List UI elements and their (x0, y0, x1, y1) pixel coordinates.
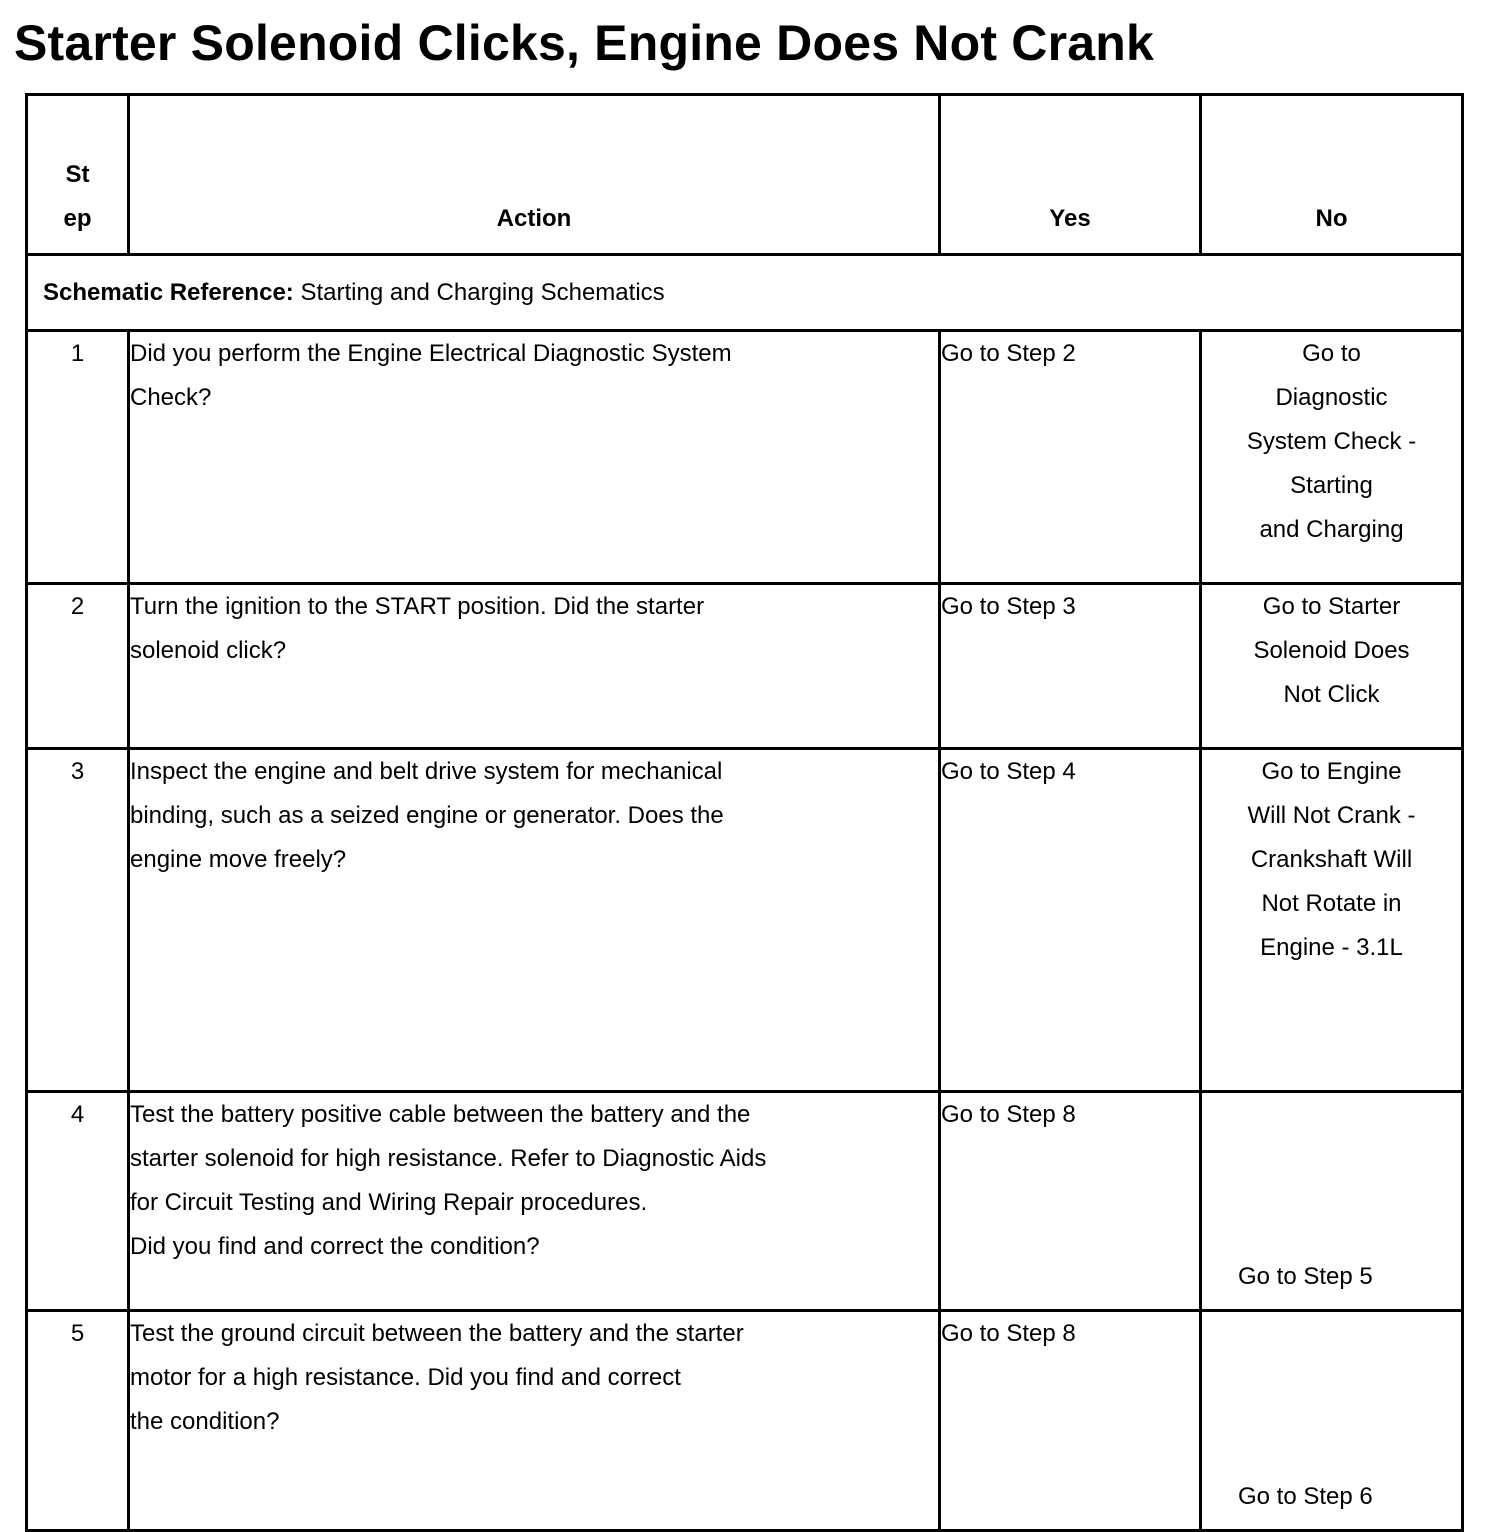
schematic-reference-label: Schematic Reference: (43, 278, 294, 306)
yes-result: Go to Step 8 (940, 1092, 1201, 1311)
no-result (1201, 1311, 1463, 1531)
no-text-line: Go to (1302, 340, 1361, 367)
no-text-line: Go to Step 6 (1238, 1483, 1373, 1510)
no-text-line: Go to Step 5 (1238, 1263, 1373, 1290)
no-result (1201, 1092, 1463, 1311)
no-result (1201, 749, 1463, 1092)
yes-result: Go to Step 4 (940, 749, 1201, 1092)
action-cell (129, 1311, 940, 1531)
no-result (1201, 331, 1463, 584)
no-text-line: Solenoid Does (1253, 637, 1410, 664)
action-text-line: Test the battery positive cable between the battery and the (130, 1101, 751, 1128)
action-cell (129, 749, 940, 1092)
action-text-line: Turn the ignition to the START position. Did the starter (130, 593, 705, 620)
diagnostic-table (25, 93, 1464, 1532)
table-body (27, 331, 1463, 1531)
action-cell (129, 1092, 940, 1311)
action-text-line: motor for a high resistance. Did you find and correct (130, 1364, 681, 1391)
no-text-line: Not Click (1283, 681, 1380, 708)
action-text-line: Check? (130, 384, 212, 411)
no-text-line: and Charging (1259, 516, 1404, 543)
yes-result: Go to Step 3 (940, 584, 1201, 749)
table-row (27, 584, 1463, 749)
schematic-reference-row (27, 255, 1463, 331)
no-text-line: System Check - (1246, 428, 1417, 455)
header-step-line: St (65, 161, 90, 188)
action-cell (129, 331, 940, 584)
table-row (27, 331, 1463, 584)
header-step-line: ep (63, 205, 92, 232)
yes-result: Go to Step 2 (940, 331, 1201, 584)
action-text-line: Inspect the engine and belt drive system for mechanical (130, 758, 723, 785)
step-number: 4 (27, 1092, 129, 1311)
no-text-line: Go to Starter (1262, 593, 1401, 620)
action-text-line: engine move freely? (130, 846, 347, 873)
action-text-line: Did you perform the Engine Electrical Diagnostic System (130, 340, 732, 367)
action-cell (129, 584, 940, 749)
no-text-line: Go to Engine (1261, 758, 1402, 785)
action-text-line: solenoid click? (130, 637, 287, 664)
no-text-line: Will Not Crank - (1247, 802, 1416, 829)
schematic-reference-cell (27, 255, 1463, 331)
table-row (27, 1092, 1463, 1311)
no-text-line: Not Rotate in (1261, 890, 1402, 917)
step-number: 2 (27, 584, 129, 749)
yes-result: Go to Step 8 (940, 1311, 1201, 1531)
no-result (1201, 584, 1463, 749)
action-text-line: binding, such as a seized engine or generator. Does the (130, 802, 724, 829)
step-number: 3 (27, 749, 129, 1092)
action-text-line: Test the ground circuit between the battery and the starter (130, 1320, 744, 1347)
no-text-line: Starting (1290, 472, 1373, 499)
action-text-line: the condition? (130, 1408, 280, 1435)
table-row (27, 1311, 1463, 1531)
page-title: Starter Solenoid Clicks, Engine Does Not Crank (14, 15, 1155, 71)
table-header-row (27, 95, 1463, 255)
header-no: No (1201, 95, 1463, 255)
no-text-line: Engine - 3.1L (1260, 934, 1403, 961)
no-text-line: Diagnostic (1275, 384, 1388, 411)
action-text-line: starter solenoid for high resistance. Refer to Diagnostic Aids (130, 1145, 767, 1172)
header-action: Action (129, 95, 940, 255)
no-text-line: Crankshaft Will (1250, 846, 1413, 873)
header-yes: Yes (940, 95, 1201, 255)
table-row (27, 749, 1463, 1092)
header-step (27, 95, 129, 255)
action-text-line: for Circuit Testing and Wiring Repair procedures. (130, 1189, 648, 1216)
step-number: 5 (27, 1311, 129, 1531)
step-number: 1 (27, 331, 129, 584)
schematic-reference-value: Starting and Charging Schematics (300, 278, 665, 306)
action-text-line: Did you find and correct the condition? (130, 1233, 540, 1260)
